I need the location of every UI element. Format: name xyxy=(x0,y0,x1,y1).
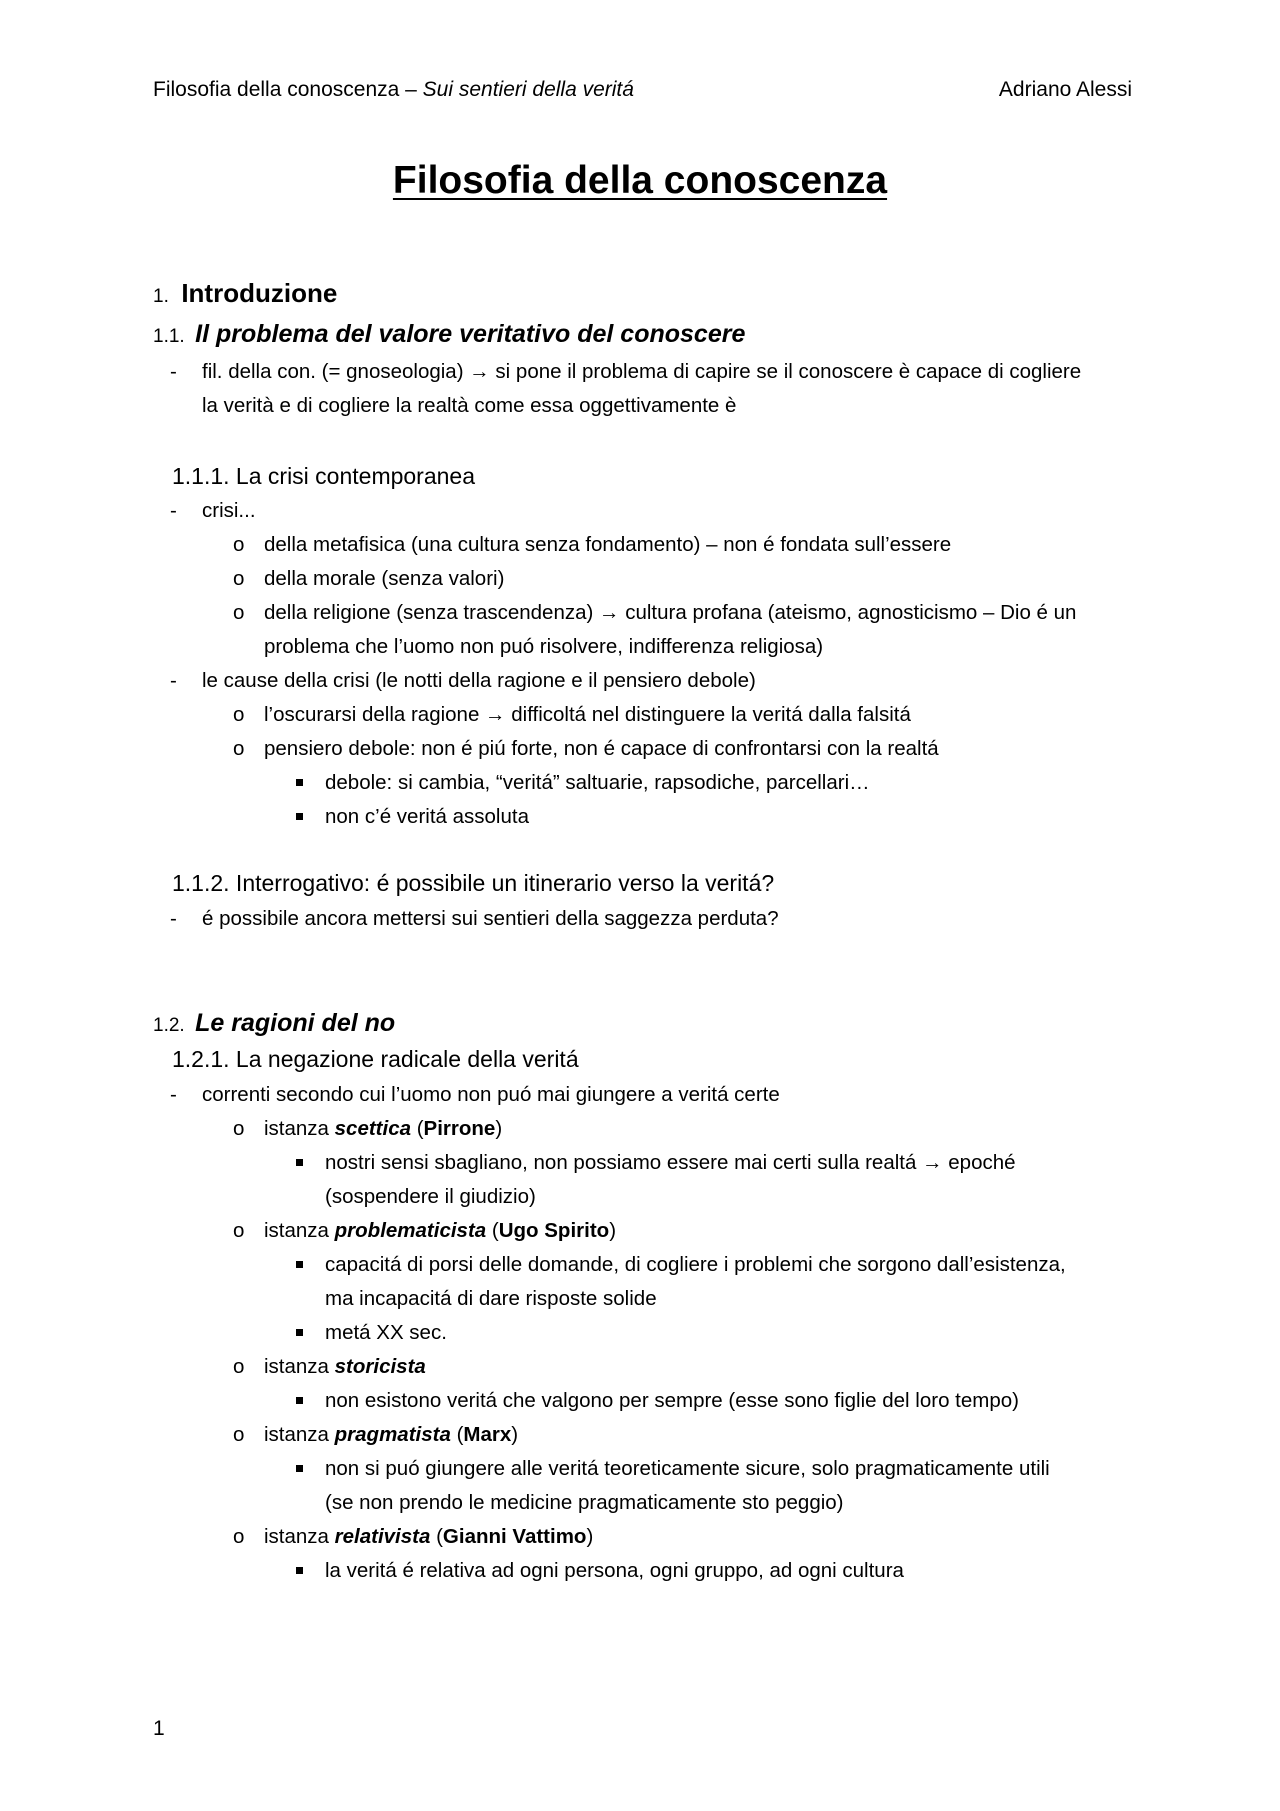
square-bullet-icon xyxy=(296,1261,303,1268)
name-ugo-spirito: Ugo Spirito xyxy=(498,1219,610,1242)
circle-marker: o xyxy=(233,1423,245,1446)
list-item-relativa: la veritá é relativa ad ogni persona, ogni gruppo, ad ogni cultura xyxy=(325,1559,904,1582)
list-item-relativista xyxy=(264,1525,593,1549)
heading-1-1-2: 1.1.2. Interrogativo: é possibile un itinerario verso la veritá? xyxy=(172,870,775,896)
list-item-pragmaticamente-line2: (se non prendo le medicine pragmaticamente sto peggio) xyxy=(325,1491,844,1514)
page-title: Filosofia della conoscenza xyxy=(392,159,888,202)
istanza-label: istanza xyxy=(264,1117,335,1140)
square-bullet-icon xyxy=(296,1567,303,1574)
header-italic: Sui sentieri della veritá xyxy=(422,78,634,101)
list-item-meta-xx: metá XX sec. xyxy=(325,1321,447,1344)
list-item-sensi-line2: (sospendere il giudizio) xyxy=(325,1185,536,1208)
name-gianni-vattimo: Gianni Vattimo xyxy=(442,1525,587,1548)
heading-1-2 xyxy=(153,1009,395,1038)
circle-marker: o xyxy=(233,1525,245,1548)
list-item-sensi-line1: nostri sensi sbagliano, non possiamo essere mai certi sulla realtá → epoché xyxy=(325,1151,1016,1174)
page-number: 1 xyxy=(153,1717,165,1740)
istanza-label: istanza xyxy=(264,1525,335,1548)
paren-close: ) xyxy=(511,1423,519,1446)
dash-marker: - xyxy=(170,360,177,383)
dash-marker: - xyxy=(170,907,177,930)
header-plain: Filosofia della conoscenza – xyxy=(153,78,423,101)
list-item-crisi: crisi... xyxy=(202,499,256,522)
term-scettica: scettica xyxy=(334,1117,412,1140)
square-bullet-icon xyxy=(296,1329,303,1336)
term-pragmatista: pragmatista xyxy=(334,1423,451,1446)
list-item-gnoseologia-line1: fil. della con. (= gnoseologia) → si pone il problema di capire se il conoscere è capace di cogliere xyxy=(202,360,1082,383)
list-item-debole: debole: si cambia, “veritá” saltuarie, rapsodiche, parcellari… xyxy=(325,771,870,794)
term-relativista: relativista xyxy=(334,1525,431,1548)
heading-1 xyxy=(153,278,337,309)
square-bullet-icon xyxy=(296,1397,303,1404)
list-item-problematicista xyxy=(264,1219,616,1243)
list-item-cause: le cause della crisi (le notti della ragione e il pensiero debole) xyxy=(202,669,756,692)
dash-marker: - xyxy=(170,499,177,522)
running-header-author: Adriano Alessi xyxy=(998,78,1132,101)
istanza-label: istanza xyxy=(264,1355,335,1378)
paren-open: ( xyxy=(411,1117,424,1140)
paren-close: ) xyxy=(609,1219,617,1242)
circle-marker: o xyxy=(233,1355,245,1378)
list-item-gnoseologia-line2: la verità e di cogliere la realtà come essa oggettivamente è xyxy=(202,394,737,417)
heading-1-1-text: Il problema del valore veritativo del conoscere xyxy=(195,320,746,348)
list-item-religione-line1: della religione (senza trascendenza) → cultura profana (ateismo, agnosticismo – Dio é un xyxy=(264,601,1077,624)
heading-1-text: Introduzione xyxy=(181,278,338,308)
circle-marker: o xyxy=(233,737,245,760)
istanza-label: istanza xyxy=(264,1219,335,1242)
paren-close: ) xyxy=(495,1117,503,1140)
list-item-saggezza: é possibile ancora mettersi sui sentieri della saggezza perduta? xyxy=(202,907,779,930)
circle-marker: o xyxy=(233,1219,245,1242)
list-item-metafisica: della metafisica (una cultura senza fondamento) – non é fondata sull’essere xyxy=(264,533,952,556)
list-item-morale: della morale (senza valori) xyxy=(264,567,505,590)
heading-1-1-number: 1.1. xyxy=(153,326,185,347)
list-item-non-esistono: non esistono veritá che valgono per sempre (esse sono figlie del loro tempo) xyxy=(325,1389,1019,1412)
circle-marker: o xyxy=(233,533,245,556)
list-item-oscurarsi: l’oscurarsi della ragione → difficoltá nel distinguere la veritá dalla falsitá xyxy=(264,703,911,726)
circle-marker: o xyxy=(233,601,245,624)
heading-1-2-number: 1.2. xyxy=(153,1015,185,1036)
circle-marker: o xyxy=(233,1117,245,1140)
dash-marker: - xyxy=(170,1083,177,1106)
list-item-pragmaticamente-line1: non si puó giungere alle veritá teoreticamente sicure, solo pragmaticamente utili xyxy=(325,1457,1050,1480)
term-problematicista: problematicista xyxy=(334,1219,487,1242)
circle-marker: o xyxy=(233,703,245,726)
heading-1-number: 1. xyxy=(153,286,169,307)
paren-open: ( xyxy=(430,1525,443,1548)
list-item-assoluta: non c’é veritá assoluta xyxy=(325,805,529,828)
istanza-label: istanza xyxy=(264,1423,335,1446)
name-marx: Marx xyxy=(463,1423,512,1446)
heading-1-2-1: 1.2.1. La negazione radicale della veritá xyxy=(172,1046,579,1072)
heading-1-2-text: Le ragioni del no xyxy=(195,1009,396,1037)
dash-marker: - xyxy=(170,669,177,692)
name-pirrone: Pirrone xyxy=(423,1117,496,1140)
list-item-scettica xyxy=(264,1117,502,1141)
running-header-left xyxy=(153,78,634,102)
list-item-capacita-line1: capacitá di porsi delle domande, di cogliere i problemi che sorgono dall’esistenza, xyxy=(325,1253,1066,1276)
heading-1-1 xyxy=(153,320,745,349)
list-item-pensiero-debole: pensiero debole: non é piú forte, non é capace di confrontarsi con la realtá xyxy=(264,737,939,760)
heading-1-1-1: 1.1.1. La crisi contemporanea xyxy=(172,463,476,489)
circle-marker: o xyxy=(233,567,245,590)
list-item-pragmatista xyxy=(264,1423,518,1447)
list-item-capacita-line2: ma incapacitá di dare risposte solide xyxy=(325,1287,657,1310)
paren-open: ( xyxy=(486,1219,499,1242)
term-storicista: storicista xyxy=(334,1355,426,1378)
square-bullet-icon xyxy=(296,813,303,820)
paren-close: ) xyxy=(586,1525,594,1548)
square-bullet-icon xyxy=(296,1159,303,1166)
list-item-religione-line2: problema che l’uomo non puó risolvere, indifferenza religiosa) xyxy=(264,635,824,658)
square-bullet-icon xyxy=(296,779,303,786)
paren-open: ( xyxy=(450,1423,464,1446)
square-bullet-icon xyxy=(296,1465,303,1472)
list-item-storicista xyxy=(264,1355,426,1379)
list-item-correnti: correnti secondo cui l’uomo non puó mai giungere a veritá certe xyxy=(202,1083,780,1106)
